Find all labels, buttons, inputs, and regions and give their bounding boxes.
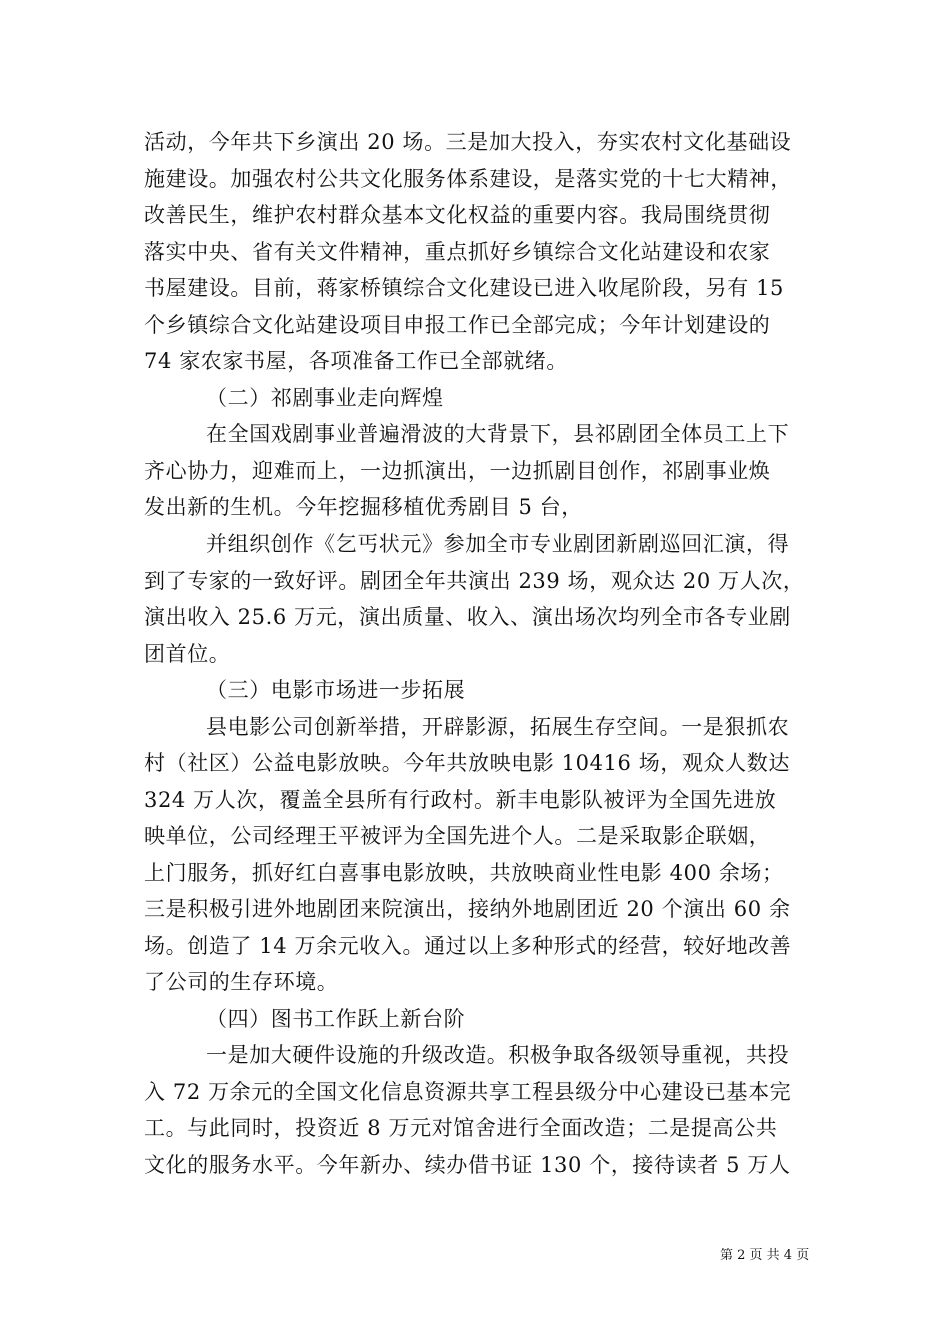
text-line: 个乡镇综合文化站建设项目申报工作已全部完成；今年计划建设的 xyxy=(144,313,771,337)
text-line: 齐心协力，迎难而上，一边抓演出，一边抓剧目创作，祁剧事业焕 xyxy=(144,459,771,483)
text-line: 并组织创作《乞丐状元》参加全市专业剧团新剧巡回汇演，得 xyxy=(206,532,790,556)
text-line: 324 万人次，覆盖全县所有行政村。新丰电影队被评为全国先进放 xyxy=(144,788,777,812)
section-heading: （二）祁剧事业走向辉煌 xyxy=(206,386,444,410)
text-line: 演出收入 25.6 万元，演出质量、收入、演出场次均列全市各专业剧 xyxy=(144,605,791,629)
text-line: 改善民生，维护农村群众基本文化权益的重要内容。我局围绕贯彻 xyxy=(144,203,771,227)
section-heading: （三）电影市场进一步拓展 xyxy=(206,678,466,702)
page-number-footer: 第 2 页 共 4 页 xyxy=(720,1248,810,1263)
text-line: 映单位，公司经理王平被评为全国先进个人。二是采取影企联姻， xyxy=(144,824,771,848)
text-line: 场。创造了 14 万余元收入。通过以上多种形式的经营，较好地改善 xyxy=(144,934,792,958)
text-line: 村（社区）公益电影放映。今年共放映电影 10416 场，观众人数达 xyxy=(144,751,790,775)
text-line: 入 72 万余元的全国文化信息资源共享工程县级分中心建设已基本完 xyxy=(144,1080,792,1104)
text-line: 74 家农家书屋，各项准备工作已全部就绪。 xyxy=(144,349,568,373)
text-line: 在全国戏剧事业普遍滑波的大背景下，县祁剧团全体员工上下 xyxy=(206,422,790,446)
text-line: 工。与此同时，投资近 8 万元对馆舍进行全面改造；二是提高公共 xyxy=(144,1116,778,1140)
text-line: 团首位。 xyxy=(144,642,231,666)
section-heading: （四）图书工作跃上新台阶 xyxy=(206,1007,466,1031)
text-line: 三是积极引进外地剧团来院演出，接纳外地剧团近 20 个演出 60 余 xyxy=(144,897,791,921)
text-line: 活动，今年共下乡演出 20 场。三是加大投入，夯实农村文化基础设 xyxy=(144,130,792,154)
text-line: 到了专家的一致好评。剧团全年共演出 239 场，观众达 20 万人次， xyxy=(144,569,805,593)
text-line: 上门服务，抓好红白喜事电影放映，共放映商业性电影 400 余场； xyxy=(144,861,784,885)
text-line: 落实中央、省有关文件精神，重点抓好乡镇综合文化站建设和农家 xyxy=(144,240,771,264)
text-line: 文化的服务水平。今年新办、续办借书证 130 个，接待读者 5 万人 xyxy=(144,1153,791,1177)
text-line: 施建设。加强农村公共文化服务体系建设，是落实党的十七大精神， xyxy=(144,167,792,191)
text-line: 县电影公司创新举措，开辟影源，拓展生存空间。一是狠抓农 xyxy=(206,715,790,739)
text-line: 了公司的生存环境。 xyxy=(144,970,339,994)
text-line: 一是加大硬件设施的升级改造。积极争取各级领导重视，共投 xyxy=(206,1043,790,1067)
text-line: 发出新的生机。今年挖掘移植优秀剧目 5 台， xyxy=(144,495,583,519)
text-line: 书屋建设。目前，蒋家桥镇综合文化建设已进入收尾阶段，另有 15 xyxy=(144,276,784,300)
